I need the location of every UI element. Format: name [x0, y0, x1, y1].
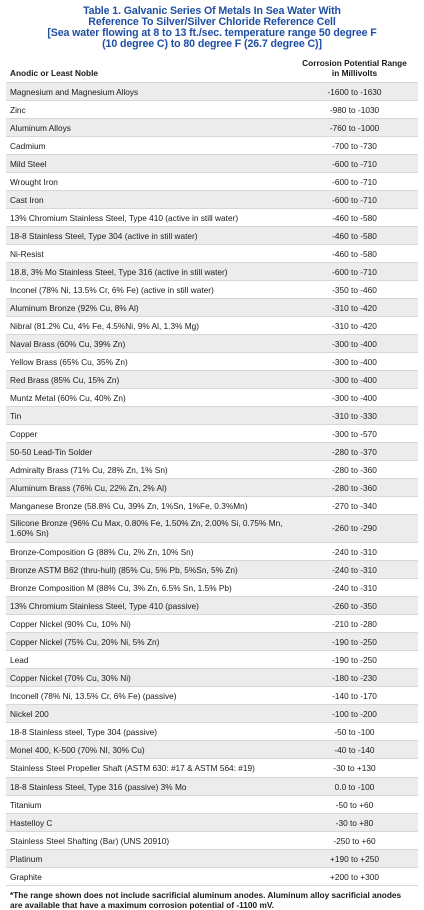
table-row [6, 353, 418, 371]
metal-name-cell: Red Brass (85% Cu, 15% Zn) [6, 371, 291, 389]
potential-range-cell: -760 to -1000 [291, 119, 418, 137]
metal-name-cell: Yellow Brass (65% Cu, 35% Zn) [6, 353, 291, 371]
table-row [6, 173, 418, 191]
potential-range-cell: -250 to +60 [291, 832, 418, 850]
potential-range-cell: -270 to -340 [291, 497, 418, 515]
table-row [6, 669, 418, 687]
table-row [6, 245, 418, 263]
table-row [6, 461, 418, 479]
metal-name-cell: 18-8 Stainless Steel, Type 304 (active in still water) [6, 227, 291, 245]
potential-range-cell: -240 to -310 [291, 579, 418, 597]
table-row [6, 723, 418, 741]
potential-range-cell: -190 to -250 [291, 633, 418, 651]
table-body [6, 83, 418, 886]
table-row [6, 796, 418, 814]
potential-range-cell: -460 to -580 [291, 209, 418, 227]
metal-name-cell: Hastelloy C [6, 814, 291, 832]
metal-name-cell: Titanium [6, 796, 291, 814]
header-range-line-2: in Millivolts [331, 68, 378, 78]
metal-name-cell: 18-8 Stainless Steel, Type 316 (passive) 3% Mo [6, 778, 291, 796]
table-row [6, 83, 418, 101]
table-row [6, 814, 418, 832]
header-metal: Anodic or Least Noble [6, 55, 291, 83]
metal-name-cell: Tin [6, 407, 291, 425]
table-row [6, 515, 418, 543]
table-row [6, 335, 418, 353]
potential-range-cell: -240 to -310 [291, 561, 418, 579]
table-row [6, 227, 418, 245]
table-row [6, 561, 418, 579]
metal-name-cell: Aluminum Brass (76% Cu, 22% Zn, 2% Al) [6, 479, 291, 497]
caption-line-2: Reference To Silver/Silver Chloride Reference Cell [88, 16, 336, 28]
table-header-row [6, 55, 418, 83]
potential-range-cell: -300 to -400 [291, 335, 418, 353]
metal-name-cell: Manganese Bronze (58.8% Cu, 39% Zn, 1%Sn, 1%Fe, 0.3%Mn) [6, 497, 291, 515]
table-row [6, 155, 418, 173]
metal-name-cell: Graphite [6, 868, 291, 886]
metal-name-cell: Ni-Resist [6, 245, 291, 263]
table-row [6, 741, 418, 759]
metal-name-cell: Monel 400, K-500 (70% NI, 30% Cu) [6, 741, 291, 759]
potential-range-cell: +190 to +250 [291, 850, 418, 868]
table-row [6, 633, 418, 651]
metal-name-cell: Bronze ASTM B62 (thru-hull) (85% Cu, 5% Pb, 5%Sn, 5% Zn) [6, 561, 291, 579]
potential-range-cell: -600 to -710 [291, 263, 418, 281]
metal-name-cell: Copper Nickel (70% Cu, 30% Ni) [6, 669, 291, 687]
table-row [6, 759, 418, 778]
potential-range-cell: -300 to -400 [291, 371, 418, 389]
table-row [6, 209, 418, 227]
table-row [6, 651, 418, 669]
potential-range-cell: -30 to +130 [291, 759, 418, 778]
metal-name-cell: Magnesium and Magnesium Alloys [6, 83, 291, 101]
metal-name-cell: Naval Brass (60% Cu, 39% Zn) [6, 335, 291, 353]
potential-range-cell: +200 to +300 [291, 868, 418, 886]
header-range-line-1: Corrosion Potential Range [302, 58, 407, 68]
table-row [6, 137, 418, 155]
metal-name-cell: Muntz Metal (60% Cu, 40% Zn) [6, 389, 291, 407]
potential-range-cell: -280 to -360 [291, 479, 418, 497]
metal-name-cell: 13% Chromium Stainless Steel, Type 410 (passive) [6, 597, 291, 615]
metal-name-cell: Nibral (81.2% Cu, 4% Fe, 4.5%Ni, 9% Al, 1.3% Mg) [6, 317, 291, 335]
table-row [6, 868, 418, 886]
metal-name-cell: Aluminum Bronze (92% Cu, 8% Al) [6, 299, 291, 317]
potential-range-cell: -260 to -290 [291, 515, 418, 543]
potential-range-cell: -190 to -250 [291, 651, 418, 669]
table-row [6, 443, 418, 461]
metal-name-cell: Zinc [6, 101, 291, 119]
potential-range-cell: -600 to -710 [291, 191, 418, 209]
potential-range-cell: -310 to -420 [291, 299, 418, 317]
table-row [6, 317, 418, 335]
metal-name-cell: Cadmium [6, 137, 291, 155]
potential-range-cell: -700 to -730 [291, 137, 418, 155]
potential-range-cell: -40 to -140 [291, 741, 418, 759]
potential-range-cell: -30 to +80 [291, 814, 418, 832]
table-row [6, 299, 418, 317]
potential-range-cell: -300 to -400 [291, 353, 418, 371]
potential-range-cell: -1600 to -1630 [291, 83, 418, 101]
table-row [6, 389, 418, 407]
potential-range-cell: -210 to -280 [291, 615, 418, 633]
table-row [6, 615, 418, 633]
potential-range-cell: -980 to -1030 [291, 101, 418, 119]
potential-range-cell: -50 to +60 [291, 796, 418, 814]
metal-name-cell: Aluminum Alloys [6, 119, 291, 137]
potential-range-cell: -460 to -580 [291, 227, 418, 245]
table-row [6, 705, 418, 723]
metal-name-cell: Copper Nickel (75% Cu, 20% Ni, 5% Zn) [6, 633, 291, 651]
table-row [6, 850, 418, 868]
table-caption [6, 6, 418, 50]
metal-name-cell: Copper [6, 425, 291, 443]
metal-name-cell: Stainless Steel Propeller Shaft (ASTM 630: #17 & ASTM 564: #19) [6, 759, 291, 778]
table-row [6, 263, 418, 281]
potential-range-cell: -300 to -400 [291, 389, 418, 407]
metal-name-cell: Bronze-Composition G (88% Cu, 2% Zn, 10% Sn) [6, 543, 291, 561]
metal-name-cell: Silicone Bronze (96% Cu Max, 0.80% Fe, 1.50% Zn, 2.00% Si, 0.75% Mn, 1.60% Sn) [6, 515, 291, 543]
metal-name-cell: Nickel 200 [6, 705, 291, 723]
table-row [6, 101, 418, 119]
metal-name-cell: Cast Iron [6, 191, 291, 209]
header-range [291, 55, 418, 83]
potential-range-cell: 0.0 to -100 [291, 778, 418, 796]
table-row [6, 479, 418, 497]
metal-name-cell: Copper Nickel (90% Cu, 10% Ni) [6, 615, 291, 633]
potential-range-cell: -460 to -580 [291, 245, 418, 263]
metal-name-cell: Mild Steel [6, 155, 291, 173]
potential-range-cell: -140 to -170 [291, 687, 418, 705]
table-row [6, 543, 418, 561]
metal-name-cell: Inconel (78% Ni, 13.5% Cr, 6% Fe) (active in still water) [6, 281, 291, 299]
table-row [6, 687, 418, 705]
metal-name-cell: Bronze Composition M (88% Cu, 3% Zn, 6.5% Sn, 1.5% Pb) [6, 579, 291, 597]
potential-range-cell: -280 to -370 [291, 443, 418, 461]
table-row [6, 371, 418, 389]
potential-range-cell: -600 to -710 [291, 155, 418, 173]
table-row [6, 579, 418, 597]
metal-name-cell: 13% Chromium Stainless Steel, Type 410 (active in still water) [6, 209, 291, 227]
potential-range-cell: -260 to -350 [291, 597, 418, 615]
potential-range-cell: -350 to -460 [291, 281, 418, 299]
table-row [6, 425, 418, 443]
potential-range-cell: -600 to -710 [291, 173, 418, 191]
metal-name-cell: Admiralty Brass (71% Cu, 28% Zn, 1% Sn) [6, 461, 291, 479]
table-row [6, 281, 418, 299]
table-row [6, 597, 418, 615]
metal-name-cell: 18-8 Stainless steel, Type 304 (passive) [6, 723, 291, 741]
footnote: *The range shown does not include sacrificial aluminum anodes. Aluminum alloy sacrificial anodes are available that have a maximum corrosion potential of -1100 mV. [10, 890, 402, 910]
metal-name-cell: Stainless Steel Shafting (Bar) (UNS 20910) [6, 832, 291, 850]
table-row [6, 191, 418, 209]
potential-range-cell: -310 to -330 [291, 407, 418, 425]
potential-range-cell: -180 to -230 [291, 669, 418, 687]
table-row [6, 832, 418, 850]
potential-range-cell: -300 to -570 [291, 425, 418, 443]
table-row [6, 407, 418, 425]
metal-name-cell: 50-50 Lead-Tin Solder [6, 443, 291, 461]
caption-line-1: Table 1. Galvanic Series Of Metals In Sea Water With [83, 5, 341, 17]
page [6, 0, 418, 910]
table-row [6, 778, 418, 796]
potential-range-cell: -50 to -100 [291, 723, 418, 741]
metal-name-cell: 18.8, 3% Mo Stainless Steel, Type 316 (active in still water) [6, 263, 291, 281]
potential-range-cell: -100 to -200 [291, 705, 418, 723]
table-row [6, 497, 418, 515]
potential-range-cell: -310 to -420 [291, 317, 418, 335]
metal-name-cell: Lead [6, 651, 291, 669]
caption-line-3: [Sea water flowing at 8 to 13 ft./sec. temperature range 50 degree F [47, 27, 377, 39]
potential-range-cell: -280 to -360 [291, 461, 418, 479]
galvanic-series-table [6, 55, 418, 886]
table-row [6, 119, 418, 137]
metal-name-cell: Wrought Iron [6, 173, 291, 191]
caption-line-4: (10 degree C) to 80 degree F (26.7 degree C)] [102, 38, 322, 50]
metal-name-cell: Inconell (78% Ni, 13.5% Cr, 6% Fe) (passive) [6, 687, 291, 705]
metal-name-cell: Platinum [6, 850, 291, 868]
potential-range-cell: -240 to -310 [291, 543, 418, 561]
